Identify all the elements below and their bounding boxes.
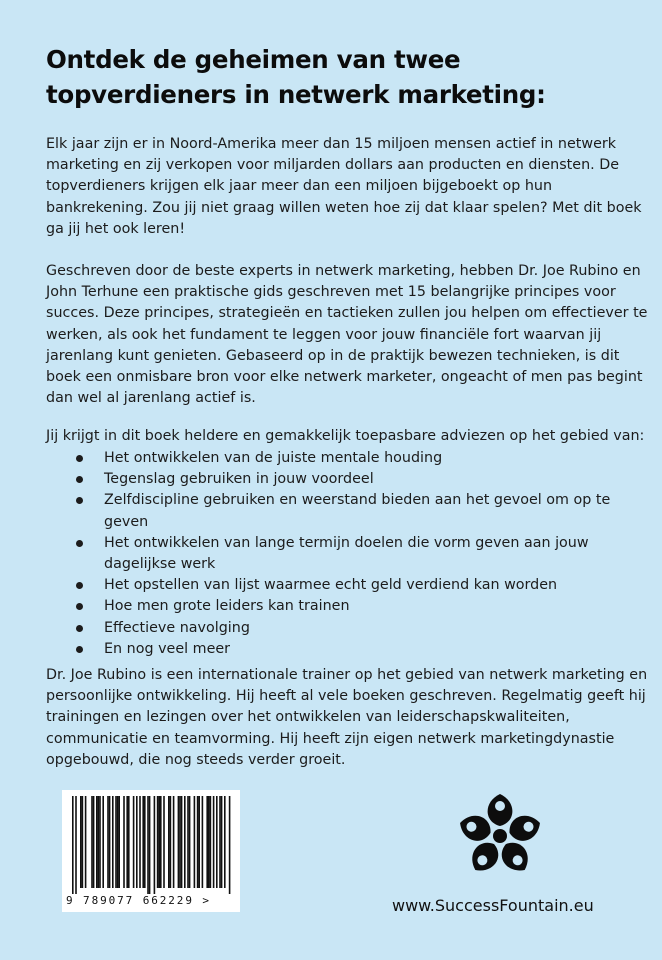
list-item (46, 490, 658, 532)
barcode-bar (224, 796, 226, 888)
bullet-icon (76, 582, 83, 589)
barcode-bar (133, 796, 135, 888)
barcode-bar (154, 796, 156, 894)
barcode-bar (93, 796, 95, 888)
barcode-bar (82, 796, 84, 888)
list-item-text: Hoe men grote leiders kan trainen (104, 598, 350, 615)
barcode-bar (173, 796, 175, 888)
bullet-icon (76, 646, 83, 653)
bullet-icon (76, 476, 83, 483)
authors-paragraph: Geschreven door de beste experts in netwerk marketing, hebben Dr. Joe Rubino en John Terhune een praktische gids geschreven met 15 belangrijke principes voor succes. Deze principes, strategieën en tactieken zullen jou helpen om effectiever te werken, als ook het fundament te leggen voor jouw financiële fort waarvan jij jarenlang kunt genieten. Gebaseerd op in de praktijk bewezen technieken, is dit boek een onmisbare bron voor elke netwerk marketer, ongeacht of men pas begint dan wel al jarenlang actief is. (46, 263, 648, 407)
barcode-bar (98, 796, 100, 888)
barcode-bar (136, 796, 138, 888)
bullet-icon (76, 540, 83, 547)
barcode-bar (221, 796, 223, 888)
barcode-bar (187, 796, 189, 888)
barcode-bar (189, 796, 191, 888)
list-item-text: Zelfdiscipline gebruiken en weerstand bieden aan het gevoel om op te geven (104, 492, 611, 530)
barcode-bar (126, 796, 128, 888)
barcode-bar (75, 796, 77, 894)
barcode-bar (115, 796, 117, 888)
barcode-bar (202, 796, 204, 888)
barcode-bar (170, 796, 172, 888)
barcode-bar (149, 796, 151, 894)
barcode-bar (72, 796, 74, 894)
topics-list (46, 448, 658, 660)
isbn-barcode (62, 790, 240, 912)
list-item (46, 448, 658, 469)
bullet-icon (76, 497, 83, 504)
barcode-bar (168, 796, 170, 888)
bullet-icon (76, 603, 83, 610)
barcode-bar (96, 796, 98, 888)
barcode-bar (198, 796, 200, 888)
barcode-bar (184, 796, 186, 888)
barcode-bar (85, 796, 87, 888)
barcode-bar (128, 796, 130, 888)
barcode-bar (107, 796, 109, 888)
barcode-bar (163, 796, 165, 888)
barcode-bar (181, 796, 183, 888)
barcode-bar (142, 796, 144, 888)
barcode-bar (147, 796, 149, 894)
barcode-bar (194, 796, 196, 888)
list-item-text: Effectieve navolging (104, 619, 250, 636)
barcode-bar (144, 796, 146, 888)
list-item-text: Het opstellen van lijst waarmee echt geld verdiend kan worden (104, 577, 558, 594)
barcode-bar (208, 796, 210, 888)
list-item-text: Het ontwikkelen van lange termijn doelen die vorm geven aan jouw dagelijkse werk (104, 534, 589, 573)
bullet-icon (76, 625, 83, 632)
list-item-text: Het ontwikkelen van de juiste mentale houding (104, 450, 443, 466)
website-url: www.SuccessFountain.eu (392, 896, 594, 915)
barcode-bar (179, 796, 181, 888)
barcode-bar (102, 796, 104, 888)
barcode-digits: 9 789077 662229 > (66, 894, 211, 907)
barcode-bars-icon (62, 790, 240, 894)
barcode-bar (213, 796, 215, 888)
bullet-icon (76, 455, 83, 462)
list-item (46, 533, 658, 575)
list-intro-paragraph: Jij krijgt in dit boek heldere en gemakkelijk toepasbare adviezen op het gebied van: (46, 428, 645, 444)
intro-paragraph: Elk jaar zijn er in Noord-Amerika meer dan 15 miljoen mensen actief in netwerk marketing en zij verkopen voor miljarden dollars aan producten en diensten. De topverdieners krijgen elk jaar meer dan een miljoen bijgeboekt op hun bankrekening. Zou jij niet graag willen weten hoe zij dat klaar spelen? Met dit boek ga jij het ook leren! (46, 136, 642, 237)
barcode-bar (112, 796, 114, 888)
barcode-bar (178, 796, 180, 888)
barcode-bar (157, 796, 159, 888)
barcode-bar (216, 796, 218, 888)
barcode-bar (118, 796, 120, 888)
list-item (46, 639, 658, 660)
barcode-bar (210, 796, 212, 888)
barcode-bar (219, 796, 221, 888)
list-item (46, 618, 658, 639)
list-item-text: Tegenslag gebruiken in jouw voordeel (104, 471, 374, 488)
barcode-bar (109, 796, 111, 888)
barcode-bar (99, 796, 101, 888)
barcode-bar (91, 796, 93, 888)
barcode-bar (160, 796, 162, 888)
author-bio-paragraph: Dr. Joe Rubino is een internationale trainer op het gebied van netwerk marketing en persoonlijke ontwikkeling. Hij heeft al vele boeken geschreven. Regelmatig geeft hij trainingen en lezingen over het ontwikkelen van leiderschapskwaliteiten, communicatie en teamvorming. Hij heeft zijn eigen netwerk marketingdynastie opgebouwd, die nog steeds verder groeit. (46, 667, 648, 768)
list-item (46, 575, 658, 596)
list-item (46, 469, 658, 490)
barcode-bar (229, 796, 231, 894)
list-item (46, 596, 658, 617)
cover-heading: Ontdek de geheimen van twee topverdieners in netwerk marketing: (46, 45, 546, 109)
list-item-text: En nog veel meer (104, 640, 231, 657)
barcode-bar (139, 796, 141, 888)
barcode-bar (206, 796, 208, 888)
barcode-bar (197, 796, 199, 888)
barcode-bar (117, 796, 119, 888)
barcode-bar (123, 796, 125, 888)
barcode-bar (80, 796, 82, 888)
barcode-bar (158, 796, 160, 888)
success-fountain-flower-icon (450, 788, 550, 888)
